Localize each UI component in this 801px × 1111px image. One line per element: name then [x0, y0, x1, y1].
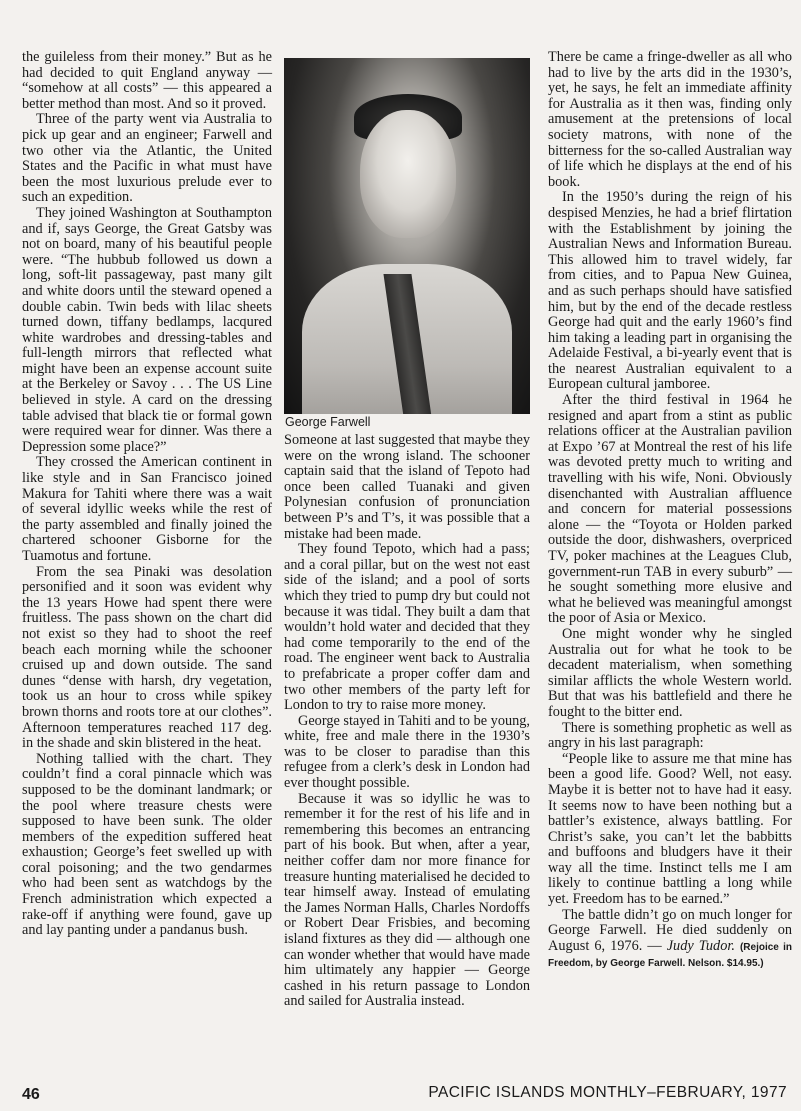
byline: Judy Tudor.: [666, 937, 735, 954]
paragraph: They found Tepoto, which had a pass; and a coral pillar, but on the west not east side of the island; and a pool of sorts which they tried to pump dry but could not because it was tidal. They built a dam that wouldn’t hold water and decided that they had come temporarily to the end of the road. The engineer went back to Australia to prefabricate a proper coffer dam and two other members of the party left for London to try to raise more money.: [284, 541, 530, 714]
paragraph: Nothing tallied with the chart. They couldn’t find a coral pinnacle which was supposed to be the dominant landmark; or the pool where treasure chests were supposed to have been sunk. The older members of the expedition suffered heat exhaustion; George’s feet swelled up with coral poisoning; and the two gendarmes who had been sent as watchdogs by the French administration which expected a rake-off if anything were found, gave up and lay panting under a pandanus bush.: [22, 750, 272, 939]
article-column-3: [548, 50, 792, 972]
page-number: 46: [22, 1086, 40, 1103]
paragraph: Because it was so idyllic he was to remember it for the rest of his life and in remembering this becomes an entrancing part of his book. But when, after a year, neither coffer dam nor more finance for treasure hunting materialised he decided to tear himself away. Instead of emulating the James Norman Halls, Charles Nordoffs or Robert Dear Frisbies, and becoming island fixtures as they did — although one can wonder whether that would have made him ultimately any happier — George cashed in his return passage to London and sailed for Australia instead.: [284, 790, 530, 1010]
paragraph: There is something prophetic as well as angry in his last paragraph:: [548, 719, 792, 752]
photo-face: [360, 110, 456, 238]
paragraph: They crossed the American continent in like style and in San Francisco joined Makura for Tahiti where there was a wait of several idyllic weeks while the rest of the party assembled and finally joined the chartered schooner Gisborne for the Tuamotus and fortune.: [22, 454, 272, 564]
paragraph: In the 1950’s during the reign of his despised Menzies, he had a brief flirtation with the Establishment by joining the Australian News and Information Bureau. This allowed him to travel widely, far from cities, and to Papua New Guinea, and as such perhaps should have satisfied him, but by the end of the decade restless George had quit and the early 1960’s find him taking a leading part in organising the Adelaide Festival, a bi-yearly event that is the nearest Australian equivalent to a European cultural jamboree.: [548, 189, 792, 393]
paragraph: the guileless from their money.” But as he had decided to quit England anyway — “somehow at all costs” — this appeared a better method than most. And so it proved.: [22, 49, 272, 112]
paragraph: One might wonder why he singled Australia out for what he took to be decadent materialism, when something similar afflicts the whole Western world. But that was his battlefield and there he fought to the bitter end.: [548, 625, 792, 720]
article-column-1: [22, 50, 272, 939]
running-footer: PACIFIC ISLANDS MONTHLY–FEBRUARY, 1977: [428, 1084, 787, 1101]
paragraph: Three of the party went via Australia to pick up gear and an engineer; Farwell and two other via the Atlantic, the United States and the Pacific in what must have been the most luxurious prelude ever to such an expedition.: [22, 111, 272, 206]
book-reference: (Rejoice in Freedom, by George Farwell. Nelson. $14.95.): [548, 941, 793, 970]
paragraph: There be came a fringe-dweller as all who had to live by the arts did in the 1930’s, yet, he says, he felt an immediate affinity for Australia as it then was, finding only amusement at the pretensions of local society matrons, with none of the bitterness for the so-called Australian way of life which he displays at the end of his book.: [548, 49, 792, 190]
paragraph: George stayed in Tahiti and to be young, white, free and male there in the 1930’s was to be closer to paradise than this refugee from a clerk’s desk in London had ever thought possible.: [284, 712, 530, 792]
portrait-photo: [284, 58, 530, 414]
paragraph: After the third festival in 1964 he resigned and apart from a stint as public relations officer at the Australian pavilion at Expo ’67 at Montreal the rest of his life was devoted pretty much to writing and travelling with his wife, Noni. Obviously disenchanted with Australian affluence and concern for material possessions alone — the “Toyota or Holden parked outside the door, dishwashers, overpriced TV, poker machines at the Leagues Club, government-run TAB in every suburb” — he sought something more elusive and what he believed was meaningful amongst the poor of Asia or Mexico.: [548, 392, 792, 627]
paragraph: They joined Washington at Southampton and if, says George, the Great Gatsby was not on board, many of his beautiful people were. “The hubbub followed us down a long, soft-lit passageway, past many gilt and white doors until the steward opened a double cabin. Twin beds with lilac sheets turned down, tiffany bedlamps, lacqured white wardrobes and dressing-tables and full-length mirrors that reflected what might have been an expense account suite at the Berkeley or Savoy . . . The US Line believed in style. A card on the dressing table advised that black tie or formal gown were required wear for dinner. Was there a Depression some place?”: [22, 204, 272, 455]
paragraph-text: The battle didn’t go on much longer for George Farwell. He died suddenly on August 6, 1976. —: [548, 906, 792, 954]
closing-paragraph: [548, 908, 792, 972]
paragraph: Someone at last suggested that maybe they were on the wrong island. The schooner captain said that the island of Tepoto had once been called Tuanaki and given Polynesian confusion of pronunciation between P’s and T’s, it was possible that a mistake had been made.: [284, 432, 530, 542]
article-column-2: [284, 433, 530, 1010]
paragraph: “People like to assure me that mine has been a good life. Good? Well, not easy. Maybe it is better not to have had it easy. It seems now to have been nothing but a battler’s existence, always battling. For Christ’s sake, you can’t let the babbitts and buffoons and bludgers have it their way all the time. Instinct tells me I am likely to continue battling a long while yet. Freedom has to be earned.”: [548, 750, 792, 908]
paragraph: From the sea Pinaki was desolation personified and it soon was evident why the 13 years Howe had spent there were fruitless. The pass shown on the chart did not exist so they had to shoot the reef beach each morning while the schooner cruised up and down outside. The sand dunes “dense with harsh, dry vegetation, took us an hour to cross while spikey brown thorns and roots tore at our clothes”. Afternoon temperatures reached 117 deg. in the shade and skin blistered in the heat.: [22, 563, 272, 752]
photo-caption: George Farwell: [285, 415, 371, 429]
